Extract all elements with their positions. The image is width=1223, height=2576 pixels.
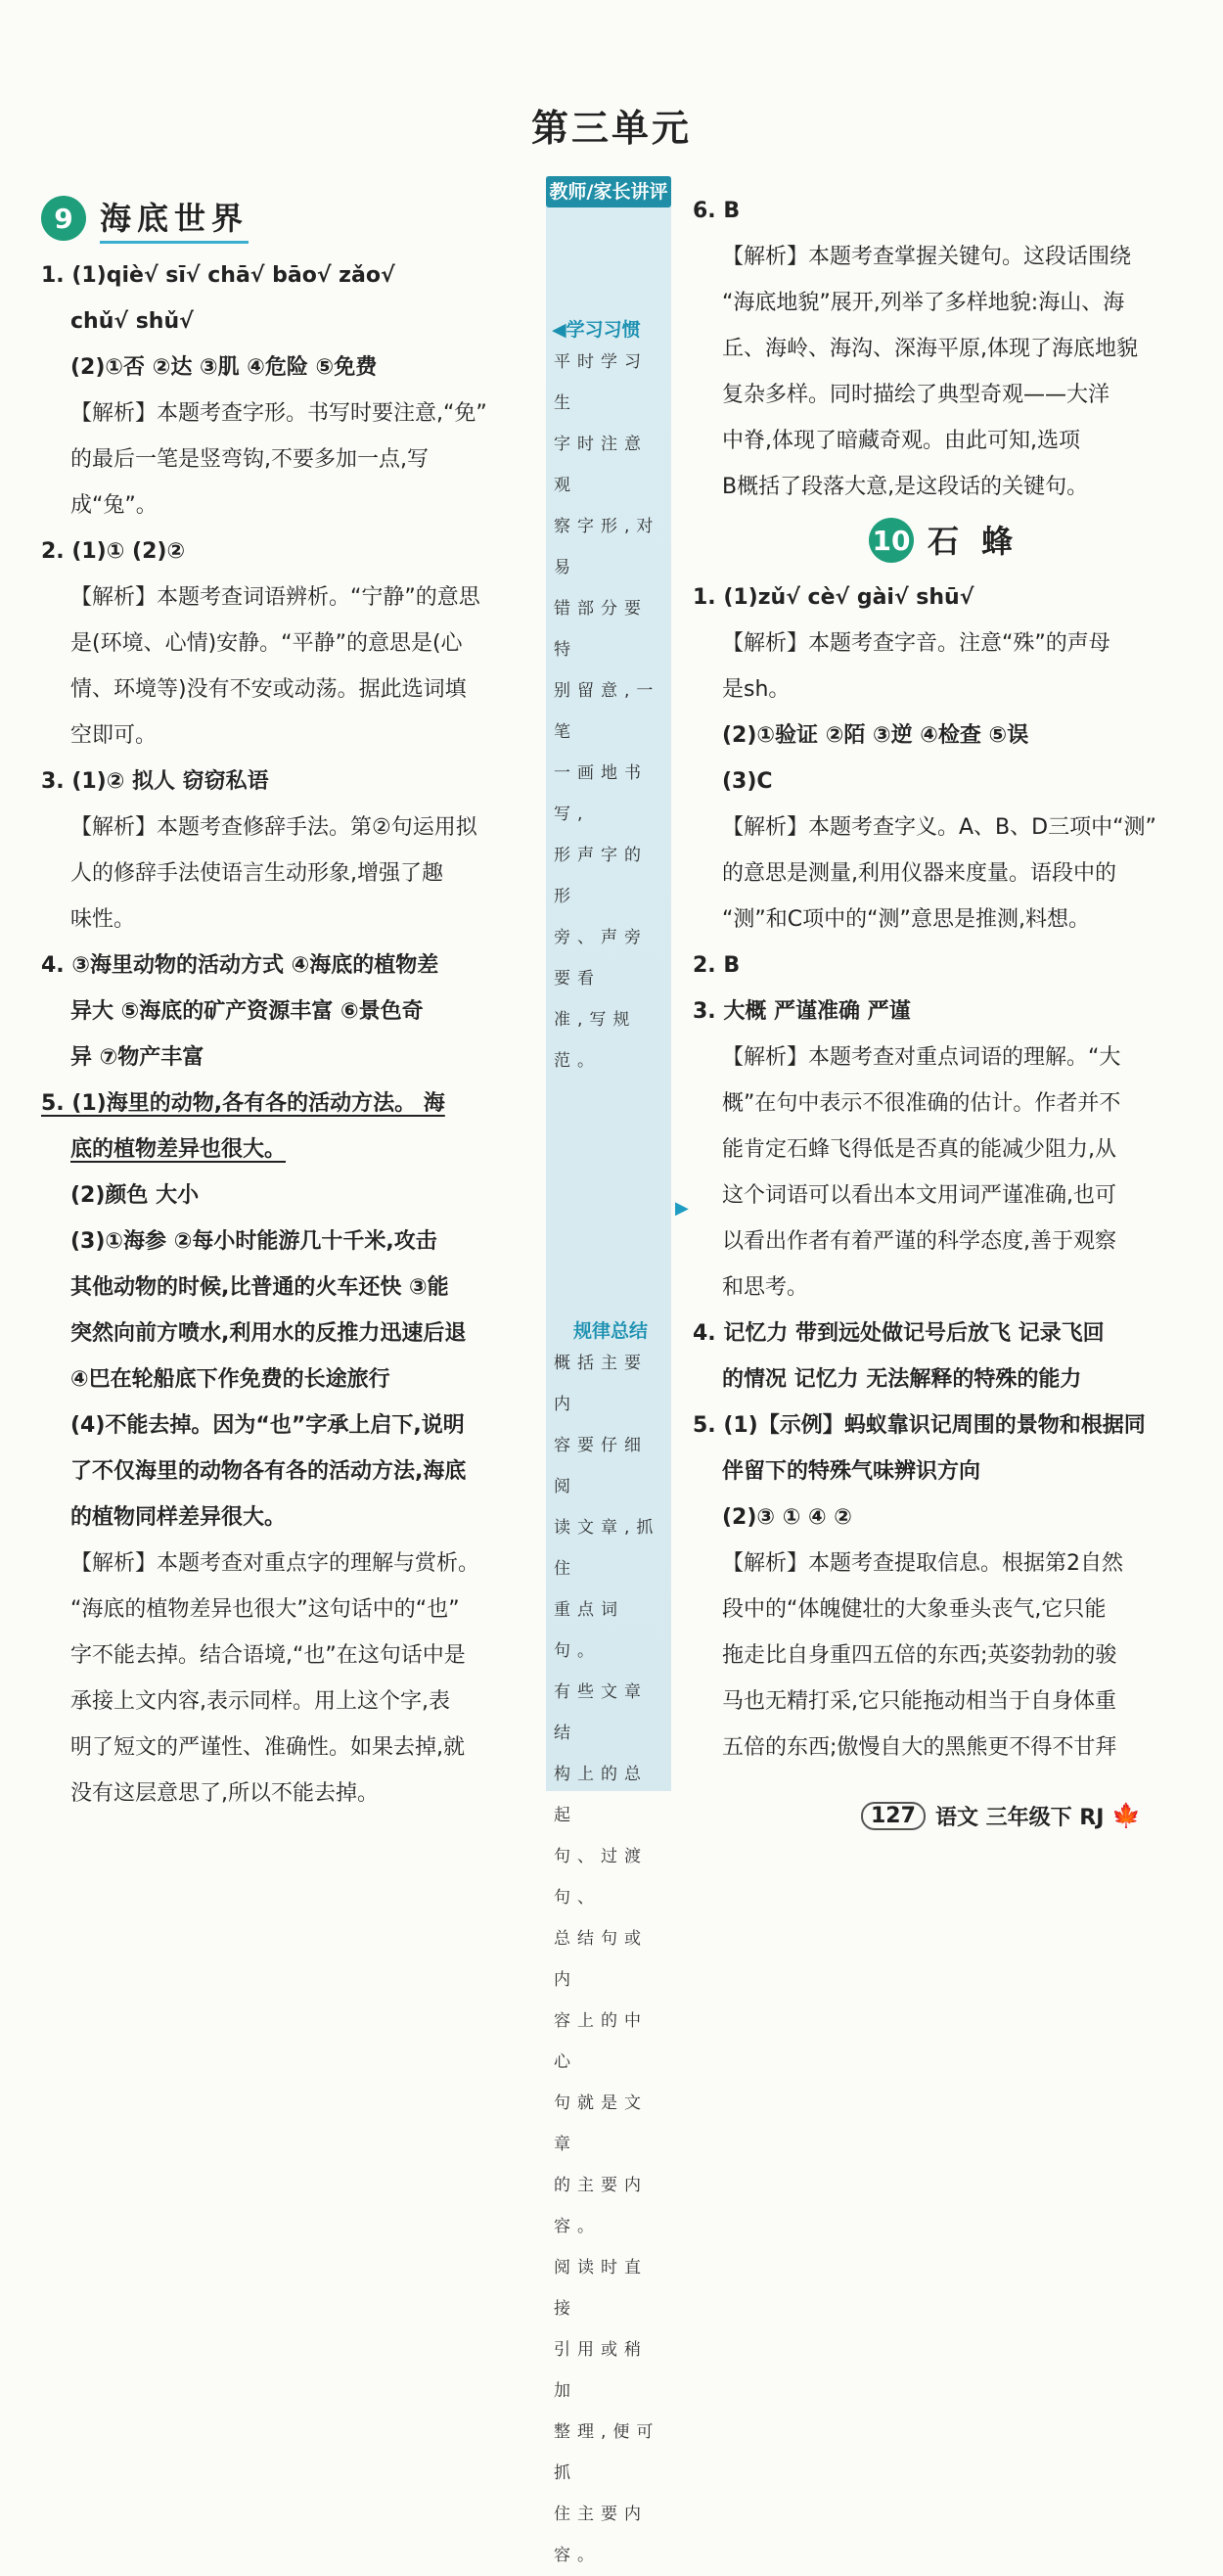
- text-line: 2. B: [693, 953, 741, 978]
- sidebar-text-line: 总结句或内: [554, 1929, 648, 1990]
- sidebar-text-line: 的主要内容。: [554, 2176, 648, 2236]
- maple-leaf-icon: 🍁: [1111, 1802, 1142, 1829]
- text-line: “测”和C项中的“测”意思是推测,料想。: [722, 907, 1090, 932]
- page-footer: [861, 1799, 1141, 1832]
- text-line: 的情况 记忆力 无法解释的特殊的能力: [722, 1367, 1082, 1392]
- text-line: 没有这层意思了,所以不能去掉。: [70, 1781, 379, 1806]
- sidebar-text-line: 重点词句。: [554, 1600, 624, 1661]
- text-line: 是(环境、心情)安静。“平静”的意思是(心: [70, 631, 463, 656]
- text-line: 4. ③海里动物的活动方式 ④海底的植物差: [41, 953, 439, 978]
- answer-text-block: [693, 188, 1187, 510]
- text-line: 【解析】本题考查掌握关键句。这段话围绕: [722, 245, 1132, 269]
- teacher-notes-sidebar: [546, 176, 671, 2565]
- text-line: 以看出作者有着严谨的科学态度,善于观察: [722, 1229, 1116, 1254]
- left-column: [41, 188, 530, 1817]
- lesson-title: 海底世界: [100, 194, 249, 244]
- text-line: 马也无精打采,它只能拖动相当于自身体重: [722, 1689, 1116, 1714]
- text-line: 和思考。: [722, 1275, 809, 1300]
- text-line: (4)不能去掉。因为“也”字承上启下,说明: [70, 1413, 465, 1438]
- text-line: 【解析】本题考查修辞手法。第②句运用拟: [70, 815, 477, 840]
- text-line: 【解析】本题考查字形。书写时要注意,“免”: [70, 401, 487, 426]
- sidebar-text-line: 准,写规范。: [554, 1010, 637, 1071]
- text-line: 其他动物的时候,比普通的火车还快 ③能: [70, 1275, 449, 1300]
- text-line: 概”在句中表示不很准确的估计。作者并不: [722, 1091, 1121, 1116]
- sidebar-text-line: 错部分要特: [554, 599, 648, 660]
- text-line: 承接上文内容,表示同样。用上这个字,表: [70, 1689, 450, 1714]
- sidebar-text-line: 形声字的形: [554, 846, 648, 906]
- text-line: (2)颜色 大小: [70, 1183, 200, 1208]
- page-title: 第三单元: [530, 107, 692, 150]
- arrow-right-icon: ▶: [675, 1198, 689, 1219]
- text-line: 5. (1)【示例】蚂蚁靠识记周围的景物和根据同: [693, 1413, 1146, 1438]
- habit-heading: ◀学习习惯: [552, 319, 641, 341]
- sidebar-text-line: 句就是文章: [554, 2093, 648, 2154]
- text-line: 的植物同样差异很大。: [70, 1505, 287, 1530]
- sidebar-header: 教师/家长讲评: [546, 176, 671, 207]
- text-line: 【解析】本题考查对重点词语的理解。“大: [722, 1045, 1121, 1070]
- right-column: [693, 188, 1187, 1771]
- text-line: 了不仅海里的动物各有各的活动方法,海底: [70, 1459, 467, 1484]
- text-line: 【解析】本题考查字义。A、B、D三项中“测”: [722, 815, 1156, 840]
- habit-text: [546, 342, 671, 1081]
- text-line: 段中的“体魄健壮的大象垂头丧气,它只能: [722, 1597, 1107, 1622]
- text-line: 拖走比自身重四五倍的东西;英姿勃勃的骏: [722, 1643, 1117, 1668]
- text-line: 中脊,体现了暗藏奇观。由此可知,选项: [722, 429, 1080, 453]
- text-line: 伴留下的特殊气味辨识方向: [722, 1459, 981, 1484]
- sidebar-text-line: 句、过渡句、: [554, 1847, 648, 1908]
- text-line: (2)①否 ②达 ③肌 ④危险 ⑤免费: [70, 355, 378, 380]
- lesson-number-badge: 9: [41, 196, 86, 241]
- sidebar-text-line: 别留意,一笔: [554, 681, 660, 742]
- sidebar-text-line: 字时注意观: [554, 435, 648, 495]
- text-line: 丘、海岭、海沟、深海平原,体现了海底地貌: [722, 337, 1138, 361]
- text-line: 的意思是测量,利用仪器来度量。语段中的: [722, 861, 1116, 886]
- text-line: 的最后一笔是竖弯钩,不要多加一点,写: [70, 447, 429, 472]
- text-line: “海底的植物差异也很大”这句话中的“也”: [70, 1597, 460, 1622]
- sidebar-text-line: 构上的总起: [554, 1765, 648, 1825]
- lesson-title: 石 蜂: [928, 523, 1019, 560]
- lesson-heading: [869, 510, 1187, 571]
- text-line: 异 ⑦物产丰富: [70, 1045, 204, 1070]
- subject-label: 语文 三年级下 RJ: [934, 1805, 1105, 1830]
- text-line: (2)③ ① ④ ②: [722, 1505, 852, 1530]
- text-line: 这个词语可以看出本文用词严谨准确,也可: [722, 1183, 1116, 1208]
- text-line: 成“兔”。: [70, 493, 158, 518]
- sidebar-text-line: 平时学习生: [554, 352, 648, 413]
- text-line: 情、环境等)没有不安或动荡。据此选词填: [70, 677, 467, 702]
- sidebar-text-line: 察字形,对易: [554, 517, 660, 577]
- text-line: 明了短文的严谨性、准确性。如果去掉,就: [70, 1735, 465, 1760]
- text-line: 4. 记忆力 带到远处做记号后放飞 记录飞回: [693, 1321, 1105, 1346]
- lesson-number-badge: 10: [869, 518, 914, 563]
- text-line: 五倍的东西;傲慢自大的黑熊更不得不甘拜: [722, 1735, 1117, 1760]
- text-line: 空即可。: [70, 723, 158, 748]
- sidebar-text-line: 一画地书写,: [554, 763, 648, 824]
- text-line: B概括了段落大意,是这段话的关键句。: [722, 475, 1089, 499]
- summary-text: [546, 1343, 671, 2576]
- sidebar-text-line: 住主要内容。: [554, 2505, 648, 2565]
- text-line: ④巴在轮船底下作免费的长途旅行: [70, 1367, 390, 1392]
- sidebar-text-line: 引用或稍加: [554, 2340, 648, 2401]
- sidebar-text-line: 读文章,抓住: [554, 1518, 660, 1579]
- text-line: 2. (1)① (2)②: [41, 539, 186, 564]
- text-line: 能肯定石蜂飞得低是否真的能减少阻力,从: [722, 1137, 1116, 1162]
- answer-text-block: [693, 575, 1187, 1771]
- sidebar-text-line: 旁、声旁要看: [554, 928, 648, 989]
- text-line: 1. (1)qiè√ sī√ chā√ bāo√ zǎo√: [41, 263, 395, 288]
- text-line: (3)C: [722, 769, 773, 794]
- text-line: (2)①验证 ②陌 ③逆 ④检查 ⑤误: [722, 723, 1029, 748]
- text-line: 5. (1)海里的动物,各有各的活动方法。 海: [41, 1091, 445, 1116]
- text-line: 【解析】本题考查对重点字的理解与赏析。: [70, 1551, 480, 1576]
- text-line: 3. (1)② 拟人 窃窃私语: [41, 769, 269, 794]
- sidebar-text-line: 整理,便可抓: [554, 2422, 660, 2483]
- page-number: 127: [861, 1802, 926, 1830]
- text-line: 复杂多样。同时描绘了典型奇观——大洋: [722, 383, 1110, 407]
- text-line: “海底地貌”展开,列举了多样地貌:海山、海: [722, 291, 1125, 315]
- text-line: 突然向前方喷水,利用水的反推力迅速后退: [70, 1321, 467, 1346]
- text-line: 异大 ⑤海底的矿产资源丰富 ⑥景色奇: [70, 999, 424, 1024]
- text-line: 3. 大概 严谨准确 严谨: [693, 999, 911, 1024]
- text-line: (3)①海参 ②每小时能游几十千米,攻击: [70, 1229, 437, 1254]
- text-line: 字不能去掉。结合语境,“也”在这句话中是: [70, 1643, 466, 1668]
- text-line: 底的植物差异也很大。: [70, 1137, 287, 1162]
- answer-text-block: [41, 253, 530, 1817]
- sidebar-text-line: 容要仔细阅: [554, 1436, 648, 1496]
- text-line: 【解析】本题考查提取信息。根据第2自然: [722, 1551, 1123, 1576]
- summary-title: 规律总结: [573, 1320, 649, 1342]
- text-line: chǔ√ shǔ√: [70, 309, 194, 334]
- text-line: 【解析】本题考查词语辨析。“宁静”的意思: [70, 585, 480, 610]
- text-line: 6. B: [693, 199, 741, 223]
- text-line: 【解析】本题考查字音。注意“殊”的声母: [722, 631, 1110, 656]
- sidebar-text-line: 有些文章结: [554, 1682, 648, 1743]
- habit-title: 学习习惯: [566, 319, 641, 341]
- lesson-heading: [41, 188, 530, 249]
- text-line: 是sh。: [722, 677, 791, 702]
- sidebar-text-line: 阅读时直接: [554, 2258, 648, 2319]
- sidebar-text-line: 概括主要内: [554, 1354, 648, 1414]
- sidebar-text-line: 容上的中心: [554, 2011, 648, 2072]
- text-line: 人的修辞手法使语言生动形象,增强了趣: [70, 861, 443, 886]
- text-line: 1. (1)zǔ√ cè√ gài√ shū√: [693, 585, 974, 610]
- text-line: 味性。: [70, 907, 136, 932]
